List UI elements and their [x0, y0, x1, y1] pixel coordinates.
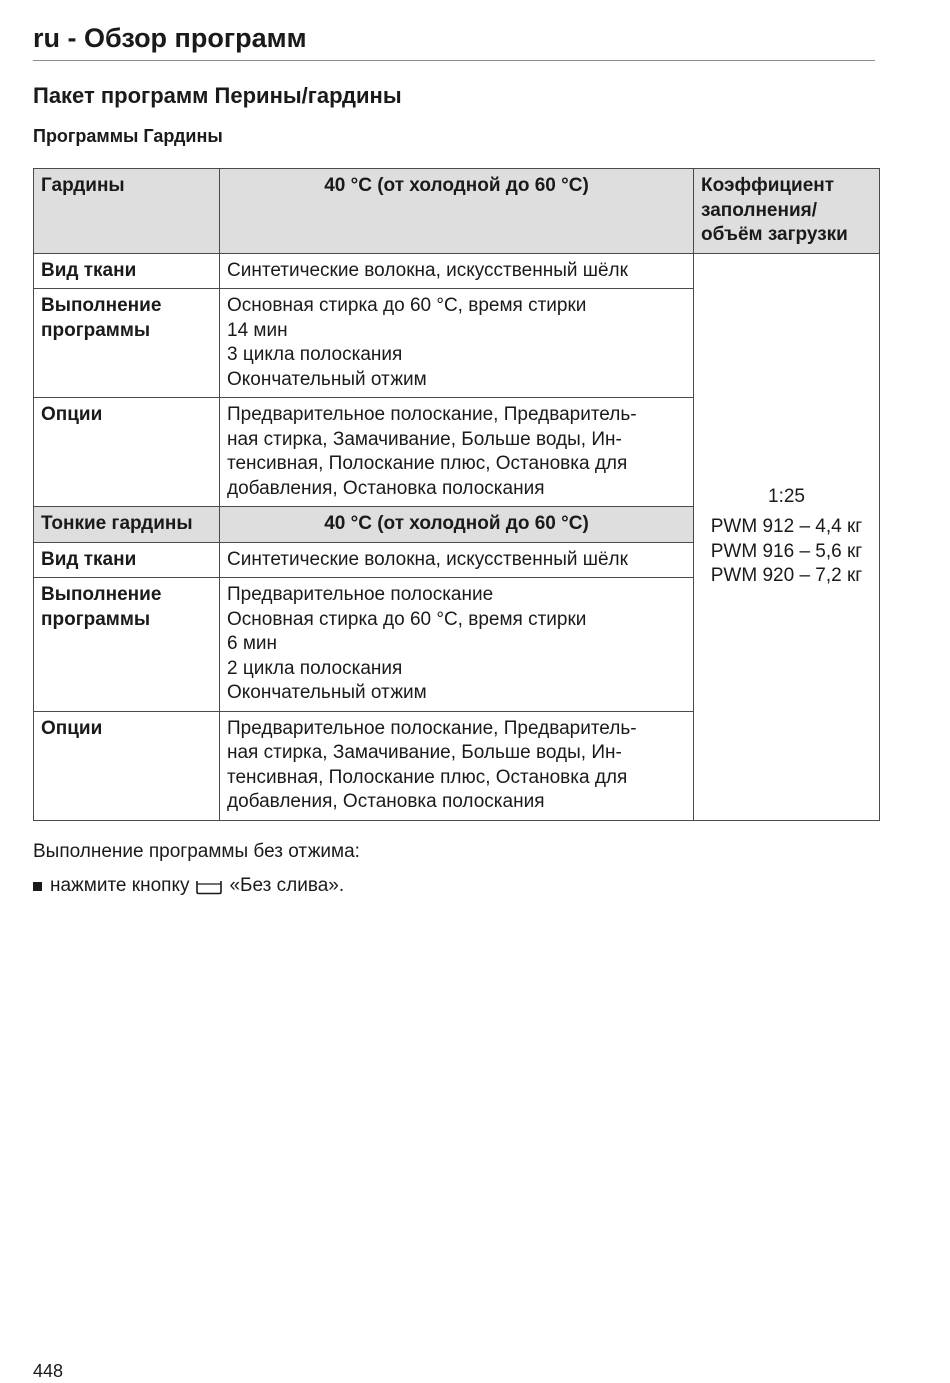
row-value-line: Синтетические волокна, искусственный шёлк [227, 548, 628, 570]
bullet-text-before: нажмите кнопку [50, 875, 190, 896]
bullet-text-after: «Без слива». [229, 875, 345, 896]
row-label-line: Опции [41, 404, 103, 425]
program-temperature-cell [220, 169, 694, 254]
row-value-line: Предварительное полоскание, Предваритель- [227, 717, 637, 739]
coefficient-model: PWM 912 – 4,4 кг [710, 516, 863, 537]
row-label-line: Вид ткани [41, 259, 137, 281]
row-value [220, 542, 694, 578]
note-bullet [33, 874, 344, 898]
row-value-line: Основная стирка до 60 °C, время стирки [227, 608, 587, 630]
row-label [34, 398, 220, 507]
row-label [34, 578, 220, 712]
row-value-line: ная стирка, Замачивание, Больше воды, Ин- [227, 428, 622, 450]
coefficient-header-cell [694, 169, 880, 254]
row-value [220, 578, 694, 712]
row-value [220, 253, 694, 289]
row-value-line: тенсивная, Полоскание плюс, Остановка для [227, 766, 628, 788]
row-value-line: Основная стирка до 60 °C, время стирки [227, 295, 587, 316]
subsection-title: Программы Гардины [33, 126, 223, 146]
row-value-line: Предварительное полоскание, Предваритель- [227, 404, 637, 425]
row-value-line: добавления, Остановка полоскания [227, 477, 545, 499]
program-temperature: 40 °C (от холодной до 60 °C) [324, 513, 589, 534]
section-title: Пакет программ Перины/гардины [33, 83, 402, 108]
row-label [34, 711, 220, 820]
coefficient-model: PWM 920 – 7,2 кг [710, 565, 863, 586]
program-name: Гардины [41, 175, 125, 196]
page-header: ru - Обзор программ [33, 22, 875, 61]
row-value [220, 398, 694, 507]
program-name-cell [34, 507, 220, 543]
row-value-line: Синтетические волокна, искусственный шёлк [227, 259, 628, 281]
row-label-line: Выполнение [41, 584, 162, 605]
row-value-line: Окончательный отжим [227, 682, 427, 703]
no-drain-icon [195, 878, 223, 894]
row-label [34, 253, 220, 289]
program-temperature-cell [220, 507, 694, 543]
row-value [220, 289, 694, 398]
program-name: Тонкие гардины [41, 513, 193, 534]
note-text: Выполнение программы без отжима: [33, 841, 360, 862]
coefficient-cell [694, 253, 880, 820]
row-label-line: Вид ткани [41, 548, 137, 570]
programs-table [33, 168, 880, 821]
row-label [34, 542, 220, 578]
page-number: 448 [33, 1361, 64, 1381]
program-temperature: 40 °C (от холодной до 60 °C) [324, 175, 589, 196]
row-value-line: 6 мин [227, 633, 278, 654]
row-value-line: ная стирка, Замачивание, Больше воды, Ин- [227, 742, 622, 763]
coefficient-header-line: объём загрузки [701, 224, 848, 245]
row-value-line: тенсивная, Полоскание плюс, Остановка для [227, 453, 628, 474]
row-value-line: 3 цикла полоскания [227, 344, 403, 365]
coefficient-header-line: заполнения/ [701, 199, 818, 221]
coefficient-model: PWM 916 – 5,6 кг [710, 540, 863, 562]
row-value [220, 711, 694, 820]
row-value-line: добавления, Остановка полоскания [227, 791, 545, 812]
row-label-line: Опции [41, 717, 103, 739]
row-label-line: программы [41, 608, 151, 630]
bullet-square-icon [33, 882, 42, 891]
row-label-line: Выполнение [41, 295, 162, 316]
coefficient-header-line: Коэффициент [701, 175, 835, 196]
row-value-line: Окончательный отжим [227, 368, 427, 390]
table-row [34, 253, 880, 289]
coefficient-ratio: 1:25 [768, 485, 805, 507]
row-label [34, 289, 220, 398]
program-name-cell [34, 169, 220, 254]
row-value-line: Предварительное полоскание [227, 584, 494, 605]
row-value-line: 2 цикла полоскания [227, 657, 403, 679]
row-value-line: 14 мин [227, 319, 288, 341]
program-header-row [34, 169, 880, 254]
row-label-line: программы [41, 319, 151, 341]
